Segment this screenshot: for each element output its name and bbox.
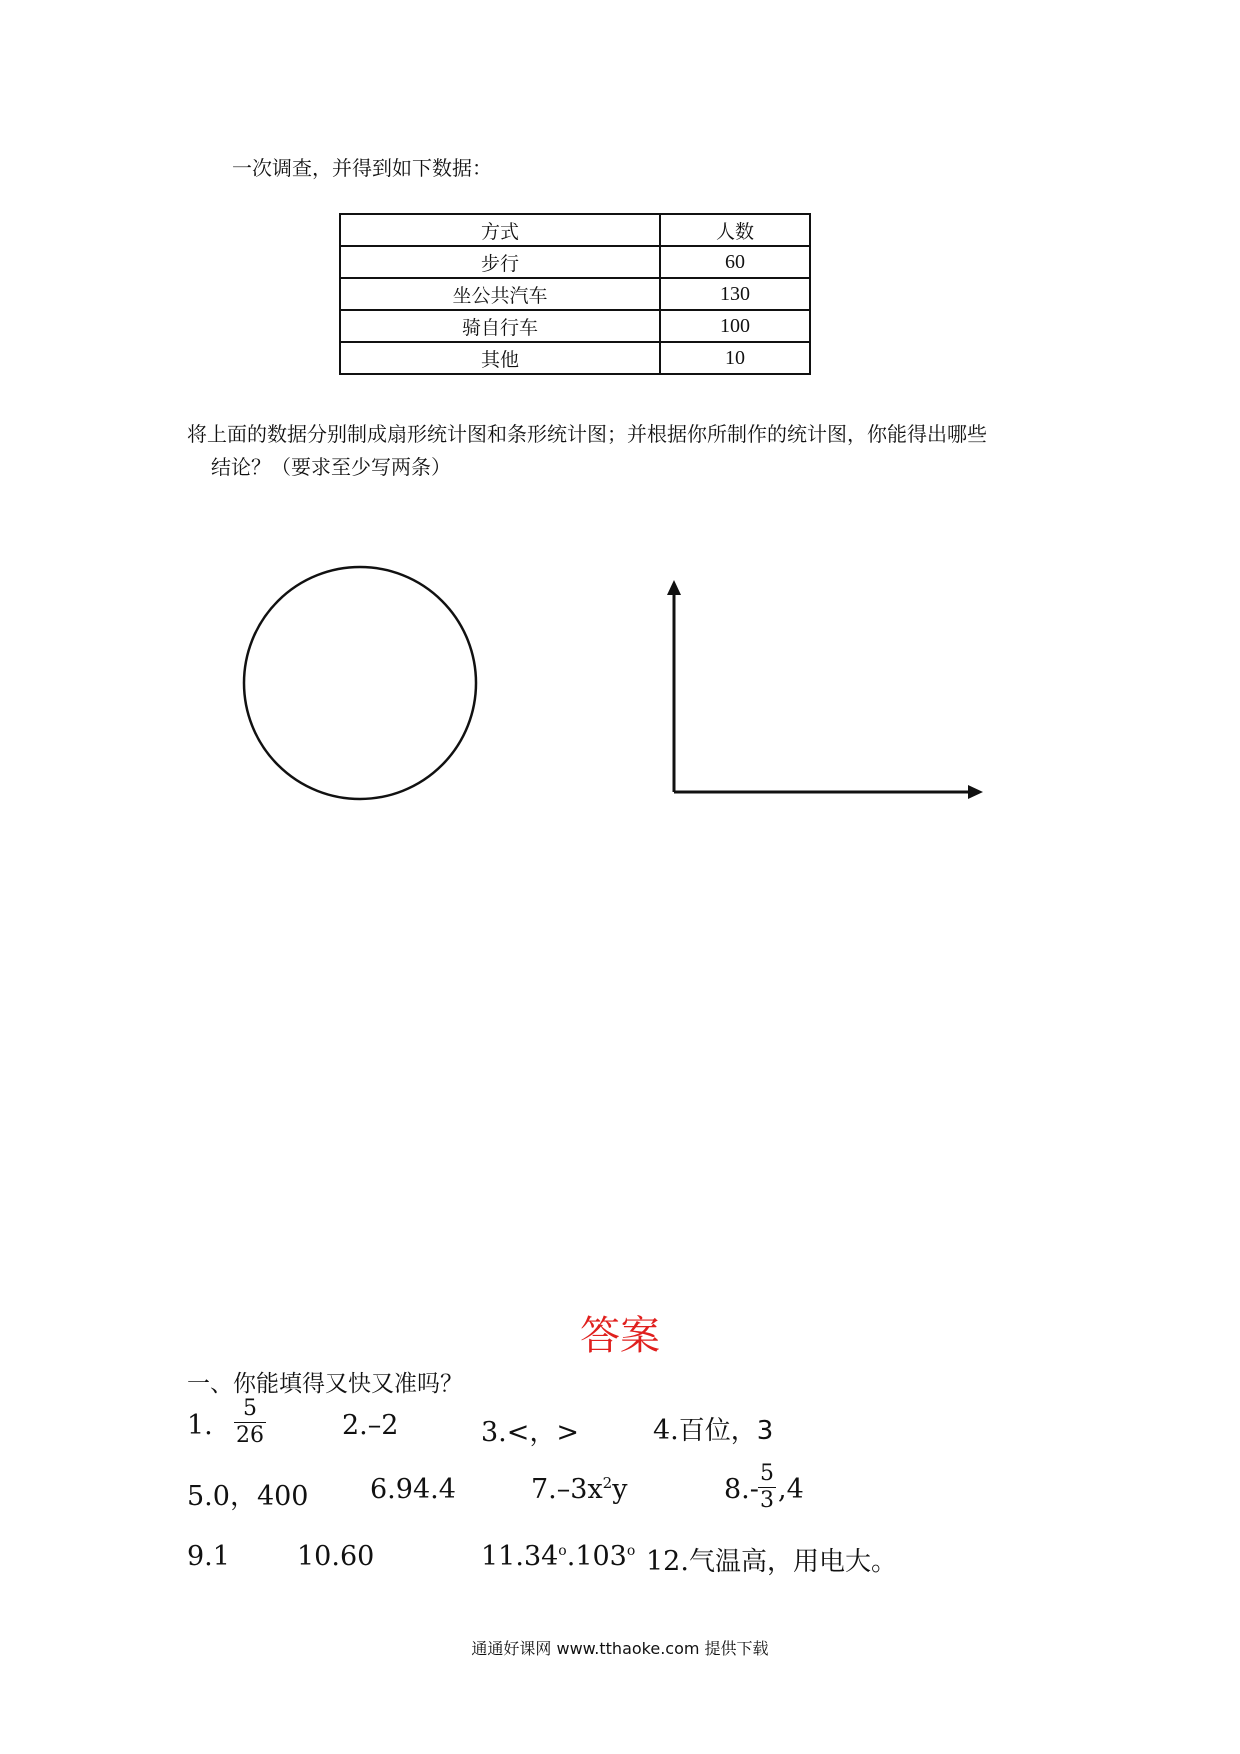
answer-9: 9.1 (187, 1541, 230, 1572)
table-cell-count: 60 (660, 246, 810, 278)
table-cell-count: 10 (660, 342, 810, 374)
degree-mark: o (558, 1543, 567, 1559)
answer-8-fraction (758, 1461, 776, 1514)
answer-11-b: .103 (566, 1541, 627, 1572)
table-cell-method: 其他 (340, 342, 660, 374)
answer-2: 2.–2 (342, 1410, 399, 1441)
table-header-method: 方式 (340, 214, 660, 246)
answer-1-label: 1. (187, 1410, 213, 1441)
footer-text: 通通好课网 www.tthaoke.com 提供下载 (471, 1639, 769, 1658)
table-cell-method: 坐公共汽车 (340, 278, 660, 310)
fraction-numerator: 5 (243, 1396, 257, 1421)
intro-text: 一次调查，并得到如下数据： (232, 156, 492, 180)
answer-7 (531, 1474, 627, 1505)
answer-7-exponent: 2 (602, 1474, 613, 1492)
answer-7-base: 7.–3x (531, 1474, 603, 1505)
answer-8-prefix: 8.- (724, 1474, 759, 1505)
answer-11 (481, 1541, 635, 1572)
section-heading: 一、你能填得又快又准吗？ (187, 1371, 463, 1397)
table-cell-method: 骑自行车 (340, 310, 660, 342)
y-axis-arrow-icon (667, 580, 681, 595)
answer-8-tail: ,4 (778, 1474, 804, 1505)
answers-title: 答案 (580, 1313, 660, 1359)
answer-10: 10.60 (297, 1541, 375, 1572)
answer-1-fraction (234, 1396, 266, 1449)
fraction-denominator: 3 (760, 1488, 774, 1513)
answer-12 (646, 1541, 897, 1578)
blank-pie-circle (244, 567, 476, 799)
degree-mark: o (626, 1543, 636, 1559)
answer-5: 5.0，400 (187, 1481, 309, 1512)
table-header-count: 人数 (660, 214, 810, 246)
fraction-denominator: 26 (236, 1423, 264, 1448)
answer-4-prefix: 4. (653, 1415, 679, 1446)
answer-6: 6.94.4 (370, 1474, 456, 1505)
answer-4-text: 百位，3 (678, 1416, 774, 1446)
task-line-1: 将上面的数据分别制成扇形统计图和条形统计图；并根据你所制作的统计图，你能得出哪些 (187, 422, 987, 446)
fraction-numerator: 5 (760, 1461, 774, 1486)
answer-12-prefix: 12. (646, 1546, 689, 1577)
x-axis-arrow-icon (968, 785, 983, 799)
task-line-2: 结论？（要求至少写两条） (211, 455, 451, 479)
answer-12-text: 气温高，用电大。 (688, 1547, 897, 1577)
answer-3: 3.<，> (481, 1417, 580, 1448)
table-cell-method: 步行 (340, 246, 660, 278)
answer-4 (653, 1410, 773, 1447)
table-cell-count: 130 (660, 278, 810, 310)
answer-7-tail: y (612, 1474, 628, 1505)
answer-11-a: 11.34 (481, 1541, 559, 1572)
table-cell-count: 100 (660, 310, 810, 342)
blank-bar-axes (667, 580, 983, 799)
